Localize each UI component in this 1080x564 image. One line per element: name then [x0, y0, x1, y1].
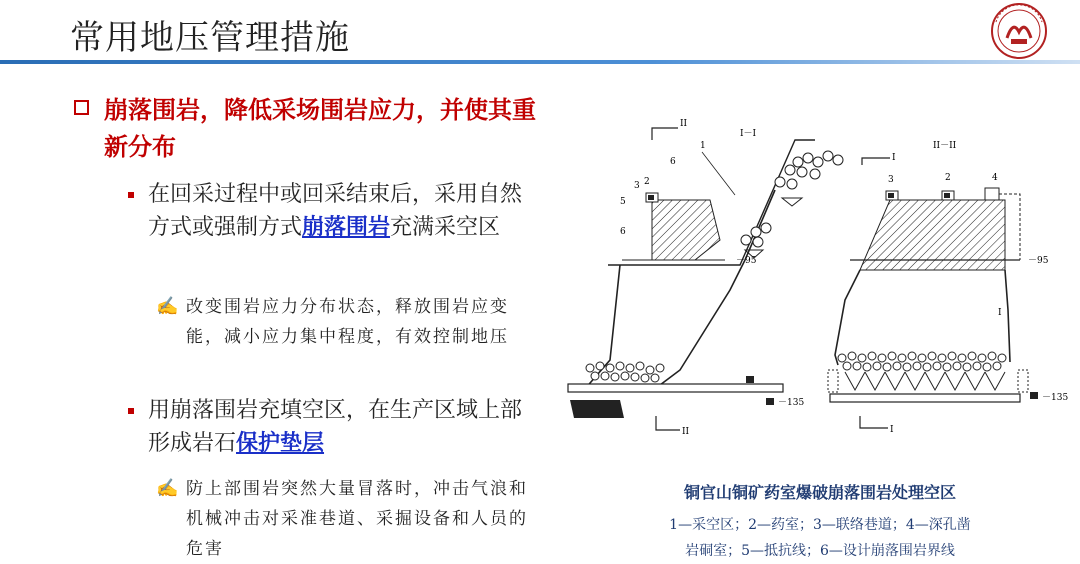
label-section-II-II: II－II [933, 141, 957, 151]
bullet-item-1-post: 充满采空区 [390, 215, 501, 240]
bullet-item-2-text [128, 394, 538, 460]
label-level-left: －95 [736, 256, 757, 266]
main-heading-text: 崩落围岩，降低采场围岩应力，并使其重新分布 [104, 96, 536, 161]
label-n4: 4 [992, 173, 998, 183]
writing-hand-icon: ✍ [156, 296, 181, 317]
label-n1b: I [998, 308, 1002, 318]
label-n2r: 2 [945, 173, 951, 183]
link-collapse-rock[interactable]: 崩落围岩 [302, 215, 391, 240]
label-n1: 1 [700, 141, 706, 151]
title-underline [0, 60, 1080, 64]
sub-item-1-text: 改变围岩应力分布状态，释放围岩应变能，减小应力集中程度，有效控制地压 [186, 297, 509, 347]
label-section-mark-mid: I [892, 153, 896, 163]
label-section-mark-bottom: II [682, 427, 690, 437]
label-section-mark-low: I [890, 425, 894, 435]
link-protective-layer[interactable]: 保护垫层 [236, 431, 325, 456]
label-section-I-I: I－I [740, 129, 757, 139]
label-section-mark-top: II [680, 119, 688, 129]
label-n2: 2 [644, 177, 650, 187]
bullet-item-1-text [128, 178, 538, 244]
label-level-right-low: －135 [1042, 393, 1069, 403]
figure-legend-line-2: 岩硐室；5—抵抗线；6—设计崩落围岩界线 [685, 543, 955, 559]
slide-title: 常用地压管理措施 [70, 18, 350, 58]
figure-caption-title: 铜官山铜矿药室爆破崩落围岩处理空区 [683, 483, 956, 502]
university-emblem-icon [980, 2, 1058, 60]
section-II-II [828, 141, 1068, 435]
label-level-left-low: －135 [778, 398, 805, 408]
bullet-item-2 [128, 394, 538, 460]
main-heading [74, 92, 554, 166]
label-n6b: 6 [620, 227, 626, 237]
bullet-item-1-pre: 在回采过程中或回采结束后，采用自然方式或强制方式 [148, 182, 523, 240]
bullet-item-1 [128, 178, 538, 244]
sub-item-2 [156, 474, 536, 564]
label-n5: 5 [620, 197, 626, 207]
section-I-I [568, 119, 843, 437]
bullet-dot [128, 192, 134, 198]
mine-section-diagram [560, 100, 1069, 446]
hollow-square-icon [74, 100, 89, 115]
label-n3: 3 [634, 181, 640, 191]
figure-legend-line-1: 1—采空区；2—药室；3—联络巷道；4—深孔凿 [669, 517, 971, 533]
writing-hand-icon: ✍ [156, 478, 181, 499]
bullet-dot [128, 408, 134, 414]
sub-item-1 [156, 292, 536, 352]
label-n6: 6 [670, 157, 676, 167]
bullet-item-2-pre: 用崩落围岩充填空区，在生产区域上部形成岩石 [148, 398, 523, 456]
label-level-right: －95 [1028, 256, 1049, 266]
label-n3r: 3 [888, 175, 894, 185]
sub-item-2-text: 防上部围岩突然大量冒落时，冲击气浪和机械冲击对采准巷道、采掘设备和人员的危害 [186, 479, 528, 559]
